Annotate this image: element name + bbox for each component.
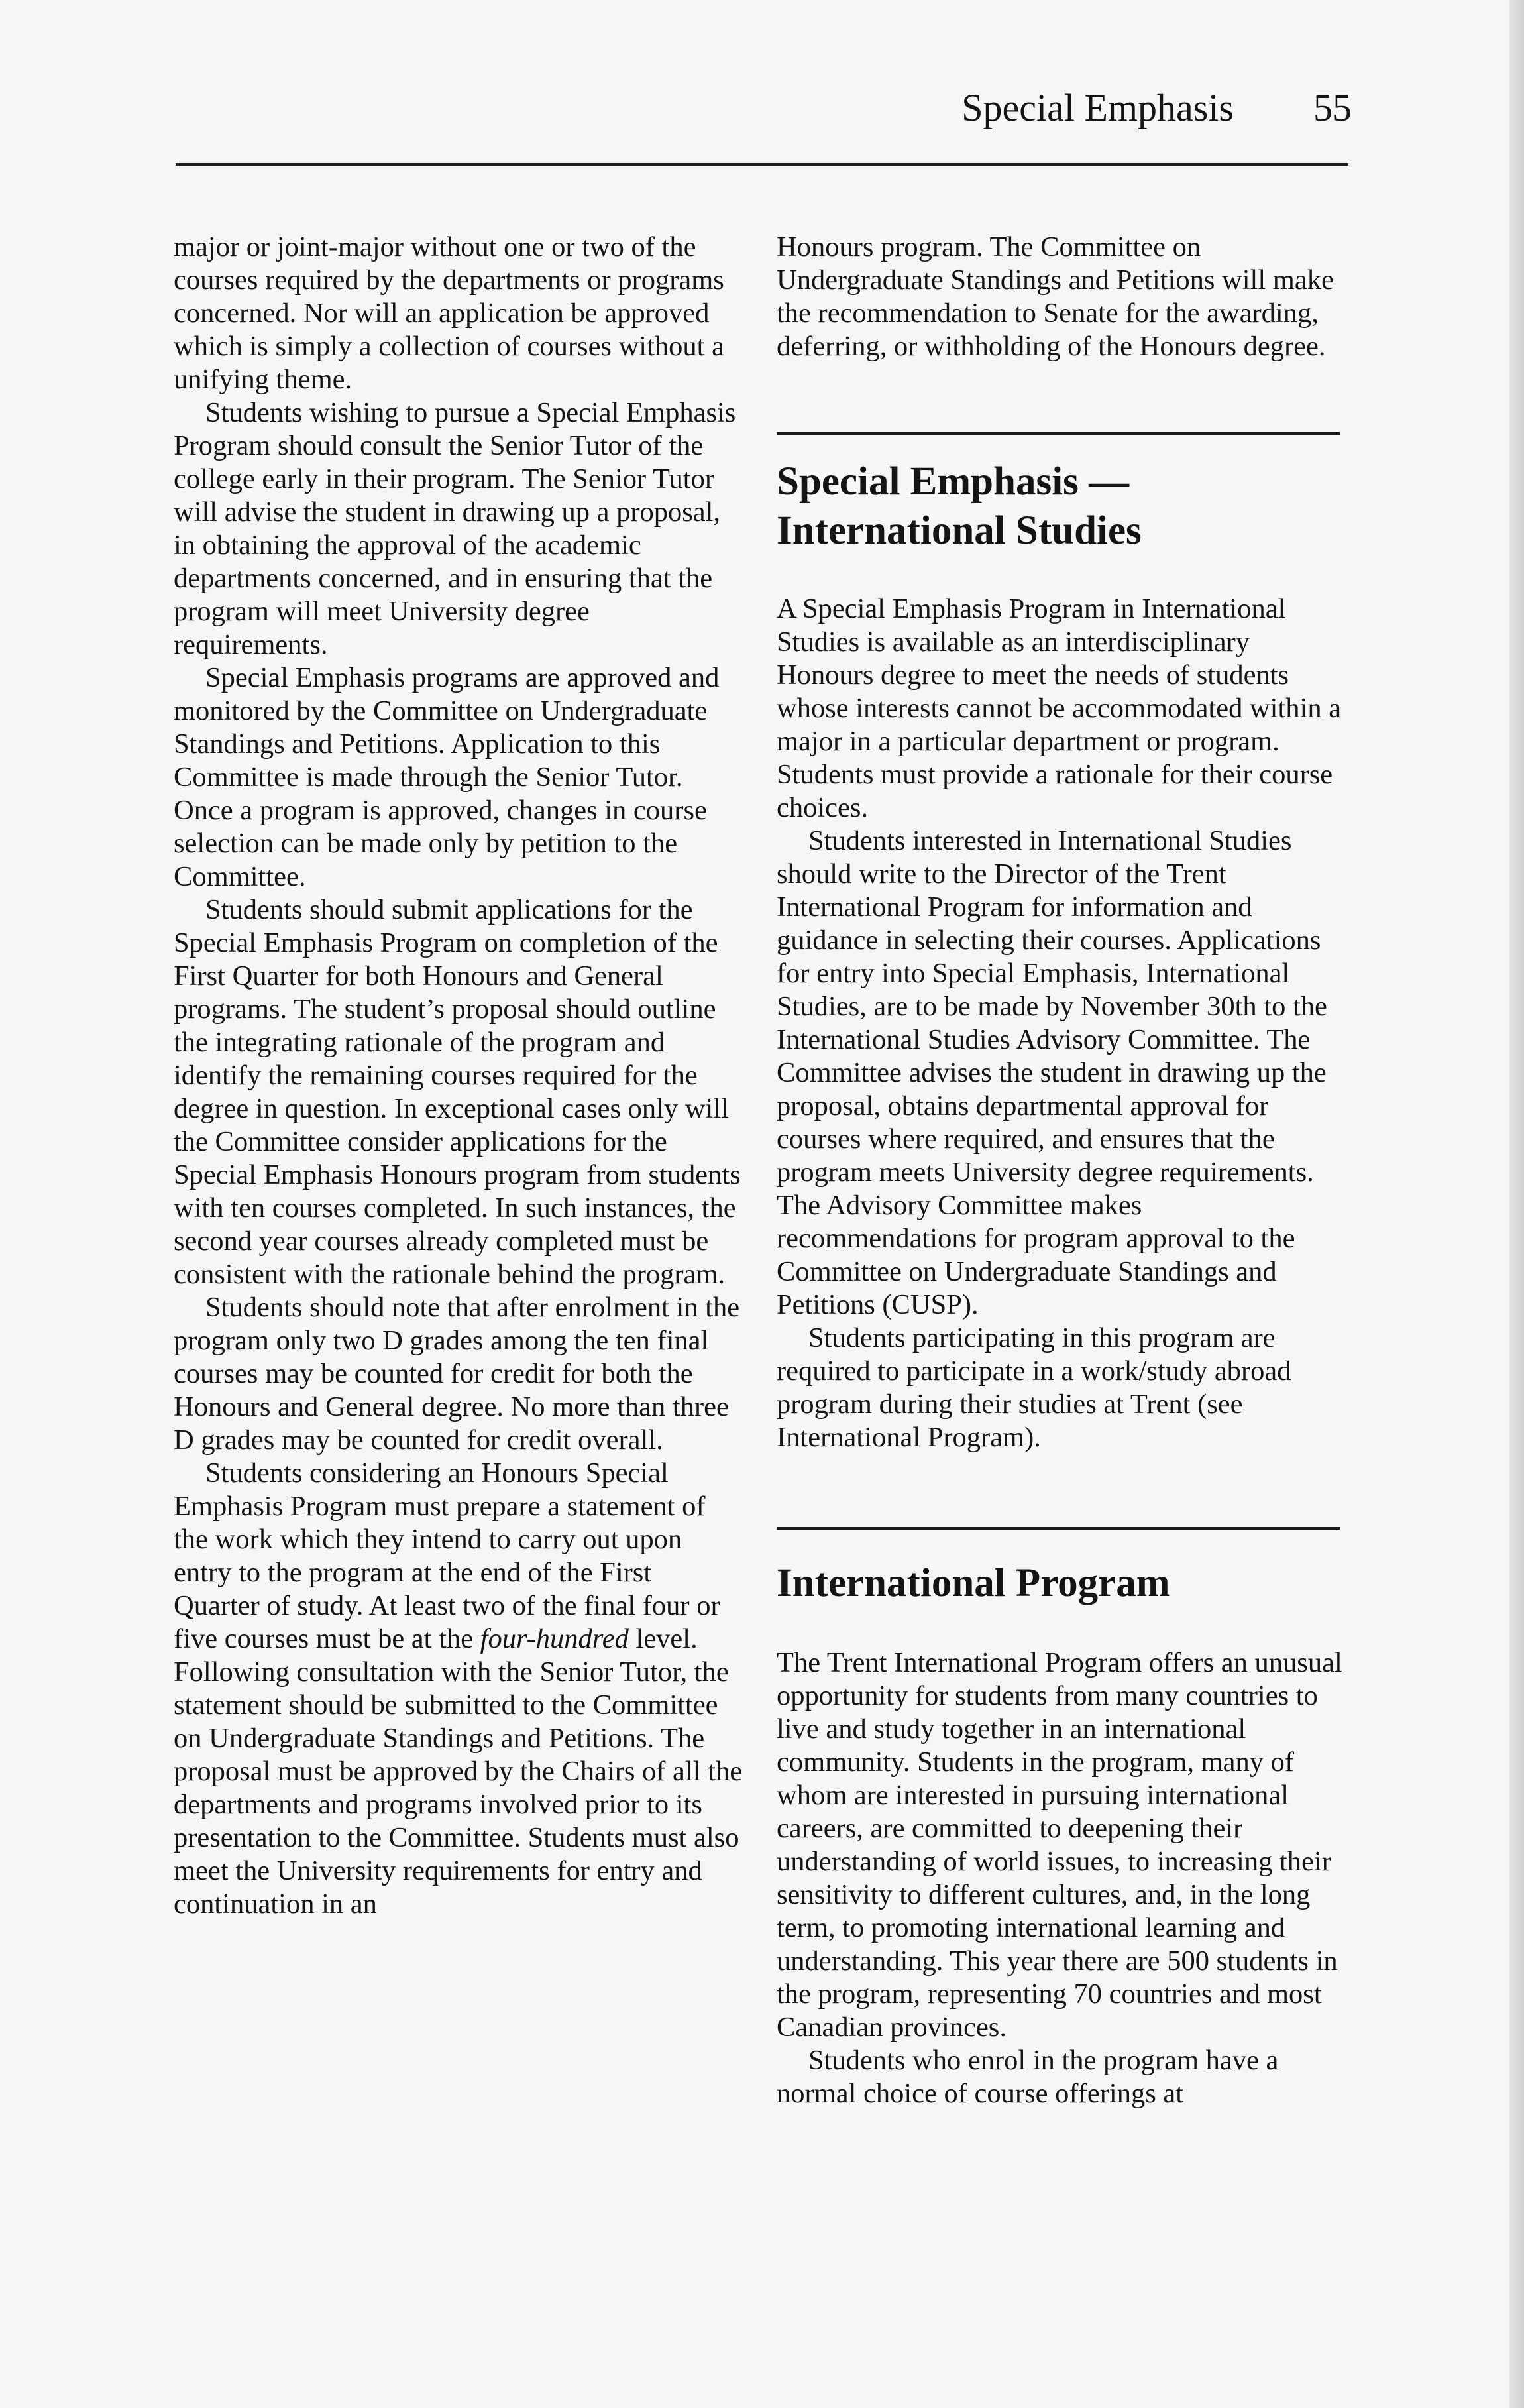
paragraph-intl-program-courses: Students who enrol in the program have a normal choice of course offerings at: [777, 2045, 1279, 2109]
running-head: [888, 78, 1352, 138]
section-heading-international-program: International Program: [777, 1561, 1170, 1605]
paragraph-d-grades: Students should note that after enrolment in the program only two D grades among the ten final courses may be counted for credit for both the Honours and General degree. No more than three D grades may be counted for credit overall.: [174, 1292, 740, 1456]
paragraph-text: Students considering an Honours Special Emphasis Program must prepare a statement of the work which they intend to carry out upon entry to the program at the end of the First Quarter of study. At least two of the final four or five courses must be at the: [174, 1458, 720, 1654]
right-column: [777, 231, 1346, 2110]
page-edge: [1509, 0, 1524, 2408]
section-rule: [777, 1527, 1340, 1530]
running-head-title: Special Emphasis: [961, 86, 1234, 129]
paragraph-text: level. Following consultation with the Senior Tutor, the statement should be submitted to the Committee on Undergraduate Standings and Petitions. The proposal must be approved by the Chairs of all the departments and programs involved prior to its presentation to the Committee. Students must also meet the University requirements for entry and continuation in an: [174, 1623, 743, 1920]
emphasized-text: four-hundred: [480, 1623, 629, 1654]
paragraph-honours-statement: [174, 1457, 743, 1921]
paragraph-intl-studies-intro: A Special Emphasis Program in International Studies is available as an interdisciplinary Honours degree to meet the needs of students whose interests cannot be accommodated within a major in a particular department or program. Students must provide a rationale for their course choices.: [777, 593, 1342, 823]
page-number: 55: [1313, 86, 1352, 129]
section-rule: [777, 432, 1340, 435]
paragraph-intl-studies-application: Students interested in International Studies should write to the Director of the Trent International Program for information and guidance in selecting their courses. Applications for entry into Special Emphasis, International Studies, are to be made by November 30th to the International Studies Advisory Committee. The Committee advises the student in drawing up the proposal, obtains departmental approval for courses where required, and ensures that the program meets University degree requirements. The Advisory Committee makes recommendations for program approval to the Committee on Undergraduate Standings and Petitions (CUSP).: [777, 825, 1327, 1320]
section-heading-international-studies: Special Emphasis — International Studies: [777, 459, 1142, 553]
paragraph-consult-senior-tutor: Students wishing to pursue a Special Emphasis Program should consult the Senior Tutor of the college early in their program. The Senior Tutor will advise the student in drawing up a proposal, in obtaining the approval of the academic departments concerned, and in ensuring that the program will meet University degree requirements.: [174, 397, 736, 660]
paragraph-continuation: Honours program. The Committee on Undergraduate Standings and Petitions will make the recommendation to Senate for the awarding, deferring, or withholding of the Honours degree.: [777, 231, 1334, 362]
paragraph-continuation: major or joint-major without one or two of the courses required by the departments or programs concerned. Nor will an application be approved which is simply a collection of courses without a unifying theme.: [174, 231, 724, 395]
paragraph-approval-monitoring: Special Emphasis programs are approved and monitored by the Committee on Undergraduate Standings and Petitions. Application to this Committee is made through the Senior Tutor. Once a program is approved, changes in course selection can be made only by petition to the Committee.: [174, 662, 720, 892]
paragraph-intl-program-intro: The Trent International Program offers an unusual opportunity for students from many countries to live and study together in an international community. Students in the program, many of whom are interested in pursuing international careers, are committed to deepening their understanding of world issues, to increasing their sensitivity to different cultures, and, in the long term, to promoting international learning and understanding. This year there are 500 students in the program, representing 70 countries and most Canadian provinces.: [777, 1647, 1342, 2043]
paragraph-intl-studies-work-study: Students participating in this program are required to participate in a work/study abroad program during their studies at Trent (see International Program).: [777, 1322, 1291, 1453]
header-rule: [176, 163, 1348, 166]
paragraph-application-timing: Students should submit applications for the Special Emphasis Program on completion of the First Quarter for both Honours and General programs. The student’s proposal should outline the integrating rationale of the program and identify the remaining courses required for the degree in question. In exceptional cases only will the Committee consider applications for the Special Emphasis Honours program from students with ten courses completed. In such instances, the second year courses already completed must be consistent with the rationale behind the program.: [174, 894, 741, 1290]
left-column: [174, 231, 743, 1921]
